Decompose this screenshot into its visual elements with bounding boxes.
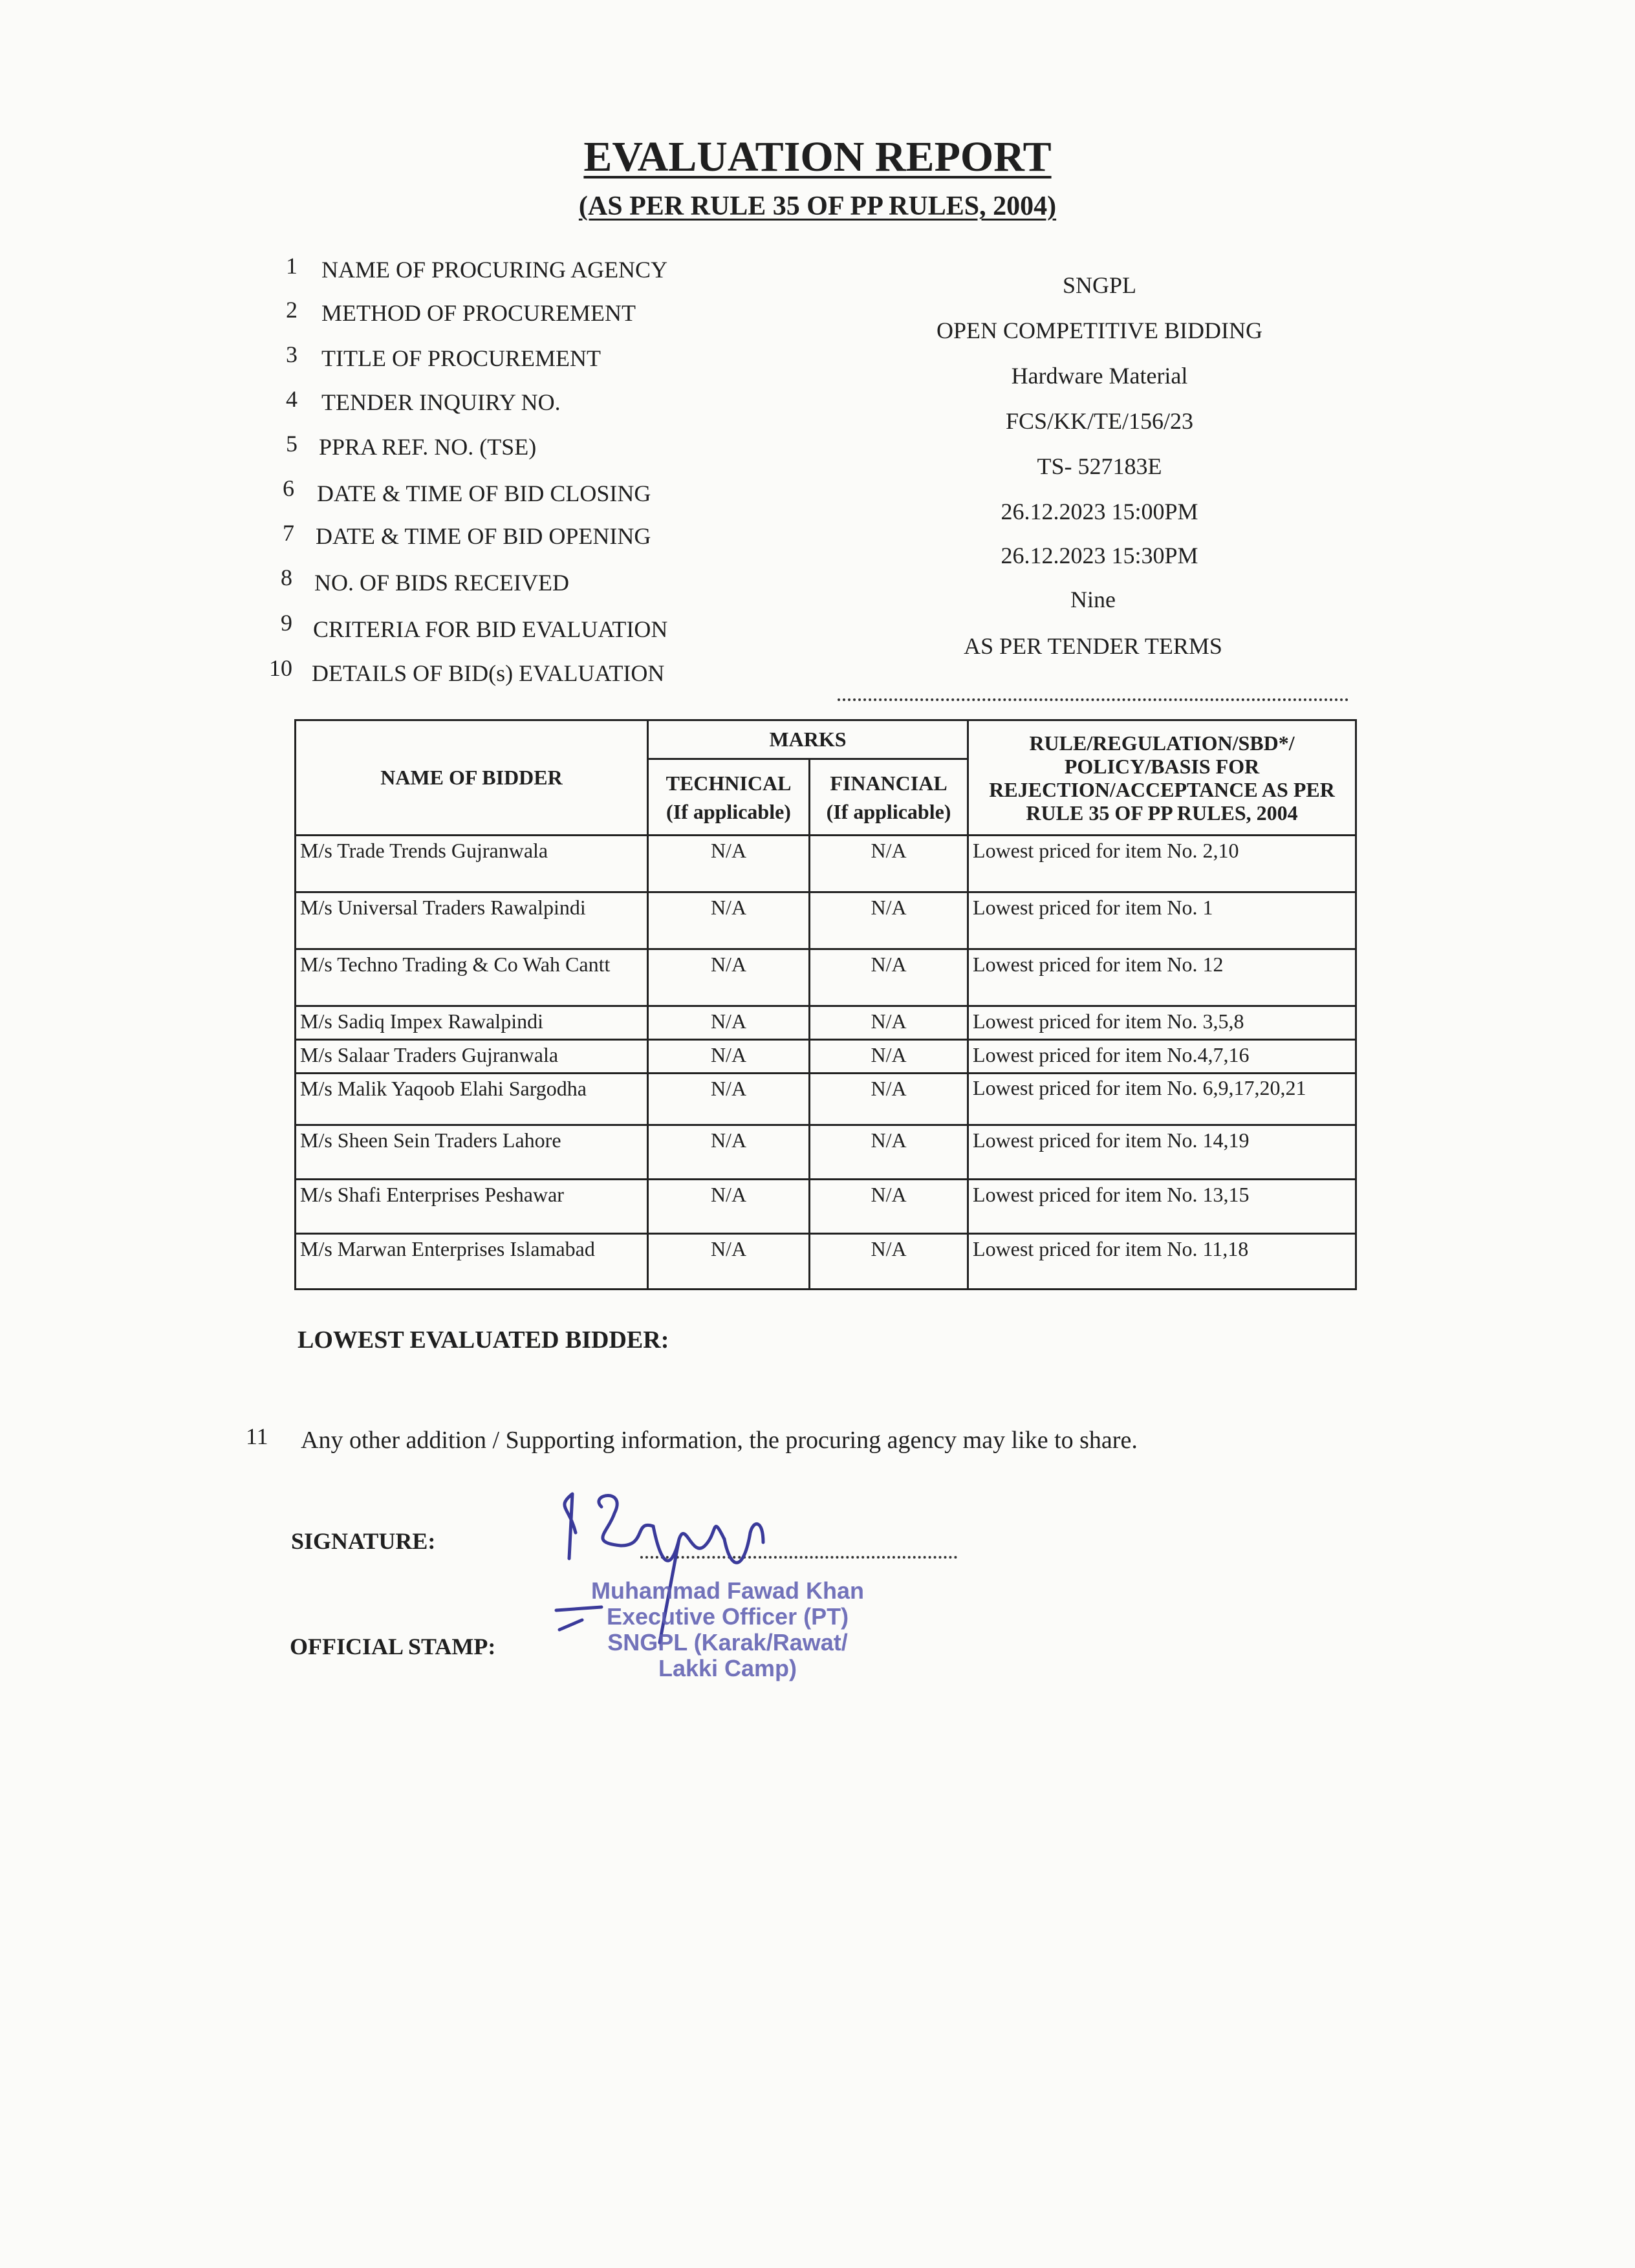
signature-label: SIGNATURE: bbox=[291, 1528, 436, 1554]
detail-label: DETAILS OF BID(s) EVALUATION bbox=[312, 660, 665, 686]
detail-num: 1 bbox=[286, 253, 298, 279]
financial-mark: N/A bbox=[810, 1074, 968, 1125]
financial-mark: N/A bbox=[810, 949, 968, 1006]
detail-value: AS PER TENDER TERMS bbox=[964, 633, 1222, 659]
rule-basis: Lowest priced for item No. 14,19 bbox=[968, 1125, 1356, 1180]
detail-value: 26.12.2023 15:00PM bbox=[1001, 499, 1198, 524]
financial-mark: N/A bbox=[810, 836, 968, 892]
table-row bbox=[296, 949, 1356, 1006]
detail-num: 5 bbox=[286, 431, 298, 457]
table-row bbox=[296, 1074, 1356, 1125]
detail-label: PPRA REF. NO. (TSE) bbox=[319, 434, 537, 460]
bidder-name: M/s Universal Traders Rawalpindi bbox=[296, 892, 648, 949]
item-11-text: Any other addition / Supporting information, the procuring agency may like to share. bbox=[301, 1427, 1138, 1454]
financial-mark: N/A bbox=[810, 1180, 968, 1234]
detail-num: 10 bbox=[269, 655, 292, 681]
technical-mark: N/A bbox=[648, 836, 810, 892]
detail-value: TS- 527183E bbox=[1037, 453, 1162, 479]
detail-value: Nine bbox=[1070, 587, 1116, 612]
bid-evaluation-table bbox=[294, 719, 1357, 1290]
rule-basis: Lowest priced for item No. 2,10 bbox=[968, 836, 1356, 892]
table-row bbox=[296, 892, 1356, 949]
table-row bbox=[296, 836, 1356, 892]
detail-num: 4 bbox=[286, 386, 298, 412]
technical-mark: N/A bbox=[648, 1234, 810, 1290]
detail-value: 26.12.2023 15:30PM bbox=[1001, 543, 1198, 568]
header-rule: RULE/REGULATION/SBD*/ POLICY/BASIS FOR REJECTION/ACCEPTANCE AS PER RULE 35 OF PP RULES, 2004 bbox=[968, 720, 1356, 836]
detail-num: 6 bbox=[283, 475, 294, 501]
technical-mark: N/A bbox=[648, 892, 810, 949]
report-subtitle: (AS PER RULE 35 OF PP RULES, 2004) bbox=[578, 191, 1057, 221]
rule-basis: Lowest priced for item No. 6,9,17,20,21 bbox=[968, 1074, 1356, 1125]
header-technical-label: TECHNICAL bbox=[666, 771, 792, 795]
header-technical bbox=[648, 759, 810, 836]
detail-value: FCS/KK/TE/156/23 bbox=[1005, 408, 1194, 434]
bidder-name: M/s Techno Trading & Co Wah Cantt bbox=[296, 949, 648, 1006]
technical-mark: N/A bbox=[648, 1006, 810, 1040]
technical-mark: N/A bbox=[648, 1040, 810, 1074]
bidder-name: M/s Sheen Sein Traders Lahore bbox=[296, 1125, 648, 1180]
item-11-number: 11 bbox=[246, 1423, 268, 1449]
official-stamp-label: OFFICIAL STAMP: bbox=[290, 1634, 496, 1659]
financial-mark: N/A bbox=[810, 892, 968, 949]
bidder-name: M/s Marwan Enterprises Islamabad bbox=[296, 1234, 648, 1290]
stamp-line: Muhammad Fawad Khan bbox=[590, 1577, 865, 1604]
technical-mark: N/A bbox=[648, 1125, 810, 1180]
bidder-name: M/s Salaar Traders Gujranwala bbox=[296, 1040, 648, 1074]
table-row bbox=[296, 1234, 1356, 1290]
detail-label: NAME OF PROCURING AGENCY bbox=[321, 257, 668, 283]
detail-value: Hardware Material bbox=[1011, 363, 1188, 389]
detail-num: 3 bbox=[286, 341, 298, 367]
financial-mark: N/A bbox=[810, 1006, 968, 1040]
header-technical-note: (If applicable) bbox=[666, 799, 791, 823]
detail-label: DATE & TIME OF BID OPENING bbox=[316, 523, 651, 549]
official-stamp bbox=[569, 1578, 886, 1681]
table-row bbox=[296, 1125, 1356, 1180]
header-financial-note: (If applicable) bbox=[826, 799, 951, 823]
header-financial bbox=[810, 759, 968, 836]
stamp-line: Lakki Camp) bbox=[658, 1655, 797, 1681]
detail-label: METHOD OF PROCUREMENT bbox=[321, 300, 636, 326]
bidder-name: M/s Malik Yaqoob Elahi Sargodha bbox=[296, 1074, 648, 1125]
detail-num: 9 bbox=[281, 610, 292, 636]
technical-mark: N/A bbox=[648, 1074, 810, 1125]
stamp-line: Executive Officer (PT) bbox=[606, 1603, 849, 1630]
rule-basis: Lowest priced for item No. 13,15 bbox=[968, 1180, 1356, 1234]
stamp-line: SNGPL (Karak/Rawat/ bbox=[607, 1629, 848, 1656]
detail-label: TENDER INQUIRY NO. bbox=[321, 389, 561, 415]
header-name-of-bidder: NAME OF BIDDER bbox=[296, 720, 648, 836]
bidder-name: M/s Trade Trends Gujranwala bbox=[296, 836, 648, 892]
detail-value: OPEN COMPETITIVE BIDDING bbox=[937, 318, 1262, 343]
financial-mark: N/A bbox=[810, 1125, 968, 1180]
rule-basis: Lowest priced for item No. 11,18 bbox=[968, 1234, 1356, 1290]
header-financial-label: FINANCIAL bbox=[830, 771, 947, 795]
detail-label: NO. OF BIDS RECEIVED bbox=[314, 570, 570, 596]
detail-num: 2 bbox=[286, 297, 298, 323]
detail-label: CRITERIA FOR BID EVALUATION bbox=[313, 616, 668, 642]
financial-mark: N/A bbox=[810, 1040, 968, 1074]
financial-mark: N/A bbox=[810, 1234, 968, 1290]
rule-basis: Lowest priced for item No. 12 bbox=[968, 949, 1356, 1006]
bidder-name: M/s Shafi Enterprises Peshawar bbox=[296, 1180, 648, 1234]
detail-label: TITLE OF PROCUREMENT bbox=[321, 345, 601, 371]
detail-value: SNGPL bbox=[1062, 272, 1137, 298]
table-row bbox=[296, 1006, 1356, 1040]
table-row bbox=[296, 1040, 1356, 1074]
lowest-evaluated-bidder-label: LOWEST EVALUATED BIDDER: bbox=[298, 1326, 669, 1354]
technical-mark: N/A bbox=[648, 1180, 810, 1234]
detail-label: DATE & TIME OF BID CLOSING bbox=[317, 481, 651, 506]
rule-basis: Lowest priced for item No.4,7,16 bbox=[968, 1040, 1356, 1074]
dotted-line bbox=[838, 698, 1348, 701]
detail-num: 8 bbox=[281, 565, 292, 590]
rule-basis: Lowest priced for item No. 3,5,8 bbox=[968, 1006, 1356, 1040]
bidder-name: M/s Sadiq Impex Rawalpindi bbox=[296, 1006, 648, 1040]
header-marks: MARKS bbox=[648, 720, 968, 759]
technical-mark: N/A bbox=[648, 949, 810, 1006]
report-title: EVALUATION REPORT bbox=[583, 133, 1052, 180]
rule-basis: Lowest priced for item No. 1 bbox=[968, 892, 1356, 949]
detail-num: 7 bbox=[283, 520, 294, 546]
table-row bbox=[296, 1180, 1356, 1234]
